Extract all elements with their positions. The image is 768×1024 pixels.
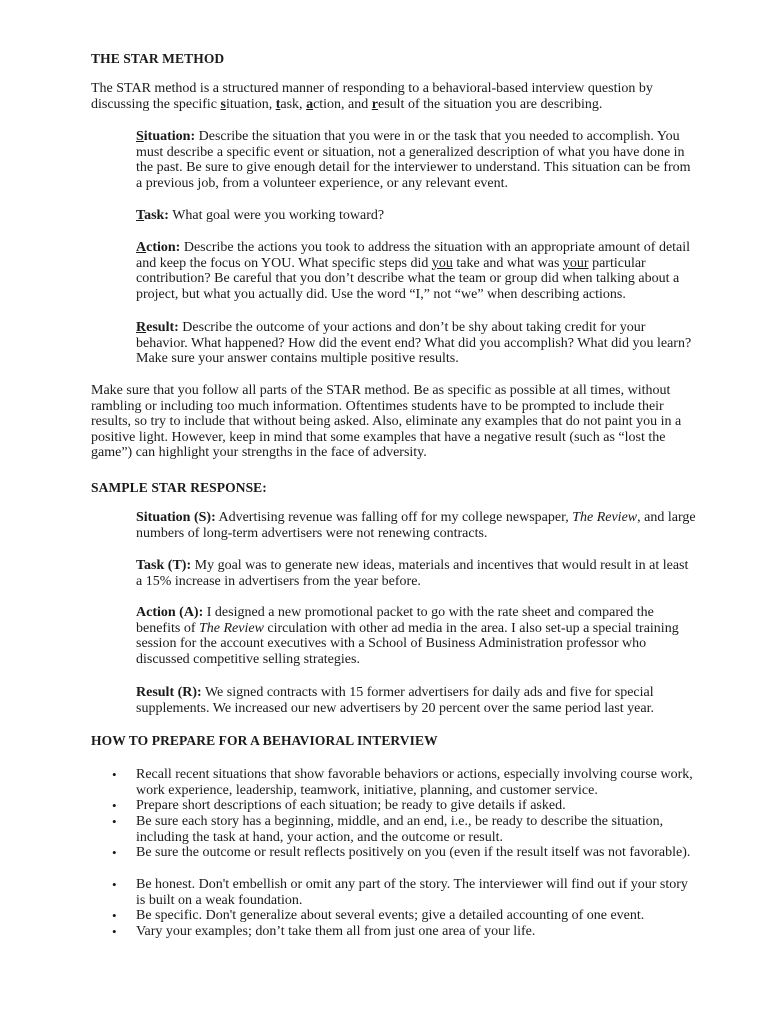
sample-action: Action (A): I designed a new promotional packet to go with the rate sheet and compared the benefits of The Review circulation with other ad media in the area. I also set-up a special training session for the account executives with a School of Business Administration professor who discussed competitive selling strategies. <box>136 605 679 667</box>
sample-task: Task (T): My goal was to generate new ideas, materials and incentives that would result in at least a 15% increase in advertisers from the year before. <box>136 558 689 589</box>
bullet-marker: • <box>112 845 117 860</box>
bullet-item: Vary your examples; don’t take them all from just one area of your life. <box>136 924 536 939</box>
prepare-heading: HOW TO PREPARE FOR A BEHAVIORAL INTERVIEW <box>91 733 438 748</box>
bullet-item: Be sure each story has a beginning, middle, and an end, i.e., be ready to describe the situation, including the task at hand, your action, and the outcome or result. <box>136 814 664 845</box>
definition-situation: Situation: Describe the situation that you were in or the task that you needed to accomplish. You must describe a specific event or situation, not a generalized description of what you have done in the past. Be sure to give enough detail for the interviewer to understand. This situation can be from a previous job, from a volunteer experience, or any relevant event. <box>136 129 691 191</box>
bullet-item: Be honest. Don't embellish or omit any part of the story. The interviewer will find out if your story is built on a weak foundation. <box>136 877 688 908</box>
bullet-marker: • <box>112 908 117 923</box>
intro-paragraph: The STAR method is a structured manner of responding to a behavioral-based interview question by discussing the specific situation, task, action, and result of the situation you are describing. <box>91 81 653 112</box>
sample-result: Result (R): We signed contracts with 15 former advertisers for daily ads and five for special supplements. We increased our new advertisers by 20 percent over the same period last year. <box>136 685 654 716</box>
bullet-marker: • <box>112 798 117 813</box>
bullet-item: Prepare short descriptions of each situation; be ready to give details if asked. <box>136 798 566 813</box>
bullet-marker: • <box>112 814 117 829</box>
bullet-marker: • <box>112 924 117 939</box>
sample-situation: Situation (S): Advertising revenue was falling off for my college newspaper, The Review, and large numbers of long-term advertisers were not renewing contracts. <box>136 510 696 541</box>
bullet-item: Recall recent situations that show favorable behaviors or actions, especially involving course work, work experience, leadership, teamwork, initiative, planning, and customer service. <box>136 767 693 798</box>
bullet-marker: • <box>112 767 117 782</box>
advice-paragraph: Make sure that you follow all parts of the STAR method. Be as specific as possible at all times, without rambling or including too much information. Oftentimes students have to be prompted to include their results, so try to include that without being asked. Also, eliminate any examples that do not paint you in a positive light. However, keep in mind that some examples that have a negative result (such as “lost the game”) can highlight your strengths in the face of adversity. <box>91 383 682 460</box>
bullet-item: Be sure the outcome or result reflects positively on you (even if the result itself was not favorable). <box>136 845 691 860</box>
sample-heading: SAMPLE STAR RESPONSE: <box>91 480 267 495</box>
bullet-item: Be specific. Don't generalize about several events; give a detailed accounting of one event. <box>136 908 645 923</box>
definition-task: Task: What goal were you working toward? <box>136 208 385 223</box>
bullet-marker: • <box>112 877 117 892</box>
definition-result: Result: Describe the outcome of your actions and don’t be shy about taking credit for your behavior. What happened? How did the event end? What did you accomplish? What did you learn? Make sure your answer contains multiple positive results. <box>136 320 692 366</box>
definition-action: Action: Describe the actions you took to address the situation with an appropriate amount of detail and keep the focus on YOU. What specific steps did you take and what was your particular contribution? Be careful that you don’t describe what the team or group did when talking about a project, but what you actually did. Use the word “I,” not “we” when describing actions. <box>136 240 691 302</box>
page-title: THE STAR METHOD <box>91 51 225 66</box>
